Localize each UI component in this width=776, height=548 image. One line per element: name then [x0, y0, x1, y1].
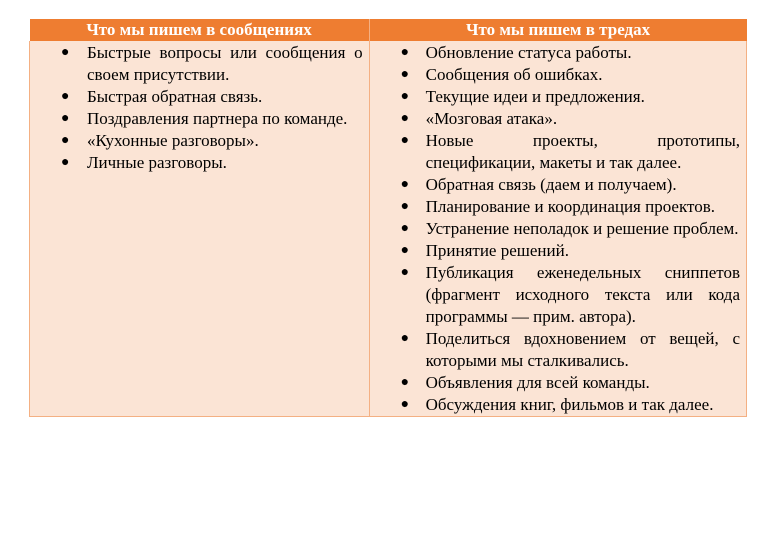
- bullet-icon: ●: [400, 133, 410, 148]
- bullet-icon: ●: [400, 243, 410, 258]
- list-item-text: Объявления для всей команды.: [425, 373, 650, 392]
- list-item-text: Поделиться вдохновением от вещей, с которыми мы сталкивались.: [425, 329, 740, 370]
- bullet-icon: ●: [400, 111, 410, 126]
- bullet-icon: ●: [400, 397, 410, 412]
- list-item-text: Новые проекты, прототипы, спецификации, макеты и так далее.: [425, 131, 740, 172]
- table-body-row: [30, 41, 747, 417]
- bullet-icon: ●: [61, 89, 70, 104]
- list-item: [370, 108, 746, 130]
- list-item: [30, 108, 369, 130]
- table-header-row: [30, 19, 747, 41]
- list-item-text: «Кухонные разговоры».: [87, 131, 259, 150]
- list-item: [370, 174, 746, 196]
- list-item: [370, 196, 746, 218]
- bullet-icon: ●: [400, 199, 410, 214]
- list-item-text: Поздравления партнера по команде.: [87, 109, 348, 128]
- list-item-text: Обратная связь (даем и получаем).: [425, 175, 677, 194]
- list-item: [370, 394, 746, 416]
- list-item-text: Публикация еженедельных сниппетов (фрагмент исходного текста или кода программы — прим. автора).: [425, 263, 740, 326]
- bullet-icon: ●: [400, 331, 410, 346]
- list-item: [30, 152, 369, 174]
- messages-cell: [30, 41, 370, 417]
- bullet-icon: ●: [400, 265, 410, 280]
- list-item: [370, 64, 746, 86]
- messages-list: [30, 41, 369, 174]
- list-item-text: Быстрые вопросы или сообщения о своем присутствии.: [87, 43, 363, 84]
- list-item-text: Обновление статуса работы.: [425, 43, 632, 62]
- list-item: [30, 86, 369, 108]
- bullet-icon: ●: [400, 221, 410, 236]
- list-item-text: Личные разговоры.: [87, 153, 227, 172]
- list-item: [370, 328, 746, 372]
- bullet-icon: ●: [400, 67, 410, 82]
- bullet-icon: ●: [400, 177, 410, 192]
- bullet-icon: ●: [61, 133, 70, 148]
- list-item-text: Обсуждения книг, фильмов и так далее.: [425, 395, 714, 414]
- bullet-icon: ●: [61, 155, 70, 170]
- list-item: [370, 218, 746, 240]
- bullet-icon: ●: [400, 89, 410, 104]
- list-item: [30, 42, 369, 86]
- list-item-text: «Мозговая атака».: [425, 109, 558, 128]
- list-item: [370, 372, 746, 394]
- list-item-text: Планирование и координация проектов.: [425, 197, 715, 216]
- list-item: [370, 262, 746, 328]
- list-item: [370, 130, 746, 174]
- bullet-icon: ●: [400, 375, 410, 390]
- comparison-table: [29, 19, 747, 417]
- list-item-text: Устранение неполадок и решение проблем.: [425, 219, 739, 238]
- list-item-text: Сообщения об ошибках.: [425, 65, 603, 84]
- bullet-icon: ●: [61, 111, 70, 126]
- list-item-text: Быстрая обратная связь.: [87, 87, 263, 106]
- bullet-icon: ●: [61, 45, 70, 60]
- list-item-text: Принятие решений.: [425, 241, 569, 260]
- threads-cell: [369, 41, 746, 417]
- list-item-text: Текущие идеи и предложения.: [425, 87, 645, 106]
- header-messages: Что мы пишем в сообщениях: [30, 19, 370, 41]
- header-threads: Что мы пишем в тредах: [369, 19, 746, 41]
- list-item: [370, 240, 746, 262]
- list-item: [30, 130, 369, 152]
- list-item: [370, 42, 746, 64]
- list-item: [370, 86, 746, 108]
- bullet-icon: ●: [400, 45, 410, 60]
- threads-list: [370, 41, 746, 416]
